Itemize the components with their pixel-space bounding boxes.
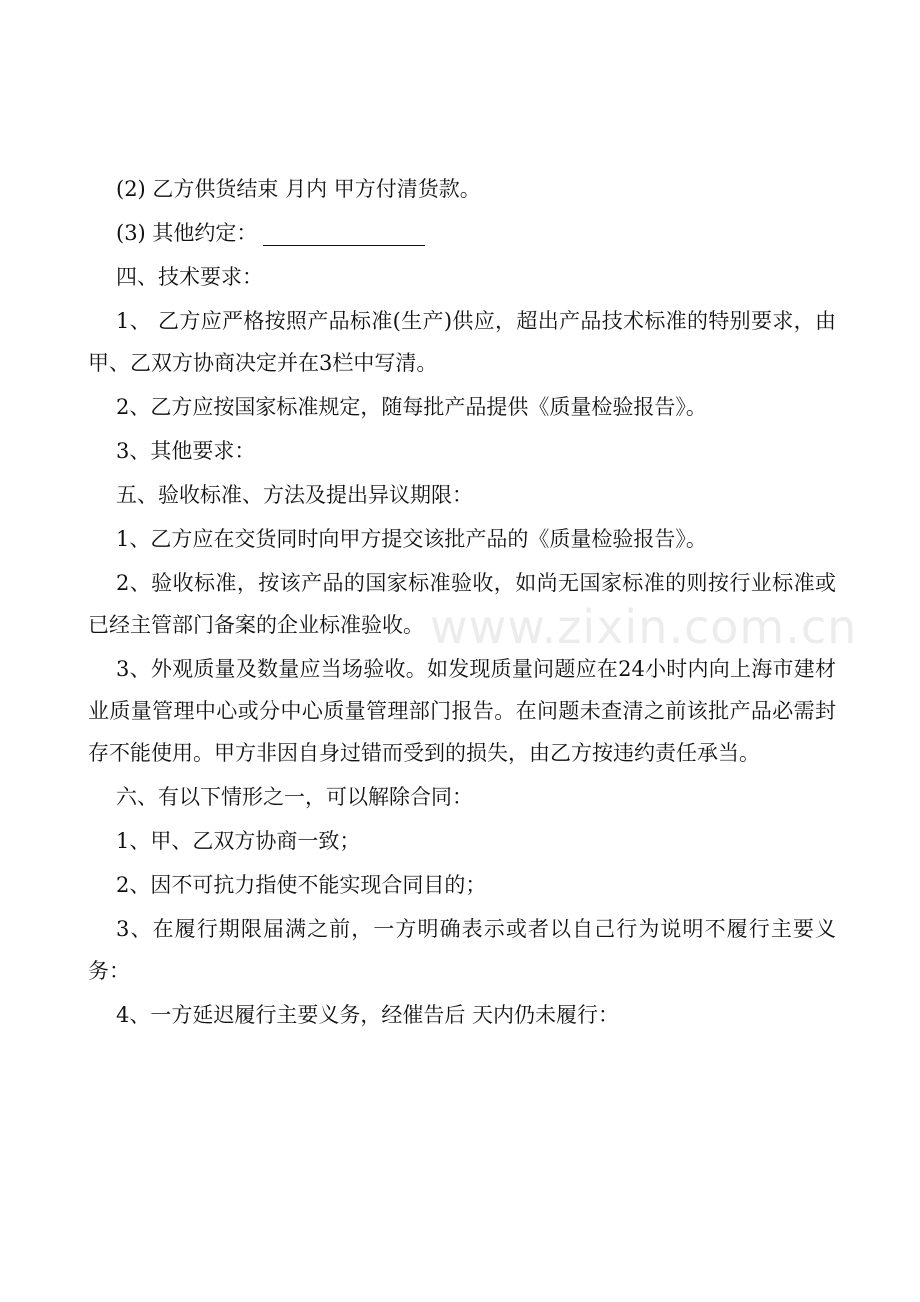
other-agreement-label: (3) 其他约定： [116, 221, 258, 245]
watermark: www.zixin.com.cn [430, 600, 858, 654]
paragraph-acceptance-2: 2、验收标准，按该产品的国家标准验收，如尚无国家标准的则按行业标准或已经主管部门备案的企业标准验收。 [88, 571, 836, 637]
paragraph-termination-4: 4、一方延迟履行主要义务，经催告后 天内仍未履行： [116, 1003, 620, 1027]
paragraph-termination-2: 2、因不可抗力指使不能实现合同目的； [116, 873, 487, 897]
section-heading-acceptance: 五、验收标准、方法及提出异议期限： [116, 483, 473, 507]
paragraph-acceptance-1: 1、乙方应在交货同时向甲方提交该批产品的《质量检验报告》。 [116, 527, 707, 551]
paragraph-other-agreement [88, 212, 836, 254]
section-heading-termination: 六、有以下情形之一，可以解除合同： [116, 785, 473, 809]
section-heading-technical-requirements: 四、技术要求： [116, 265, 263, 289]
blank-underline [263, 221, 425, 246]
paragraph-payment-term: (2) 乙方供货结束 月内 甲方付清货款。 [116, 177, 481, 201]
document-body [88, 168, 836, 1036]
paragraph-tech-req-2: 2、乙方应按国家标准规定，随每批产品提供《质量检验报告》。 [116, 395, 707, 419]
paragraph-tech-req-3: 3、其他要求： [116, 439, 256, 463]
paragraph-termination-1: 1、甲、乙双方协商一致； [116, 829, 361, 853]
paragraph-termination-3: 3、在履行期限届满之前，一方明确表示或者以自己行为说明不履行主要义务： [88, 917, 836, 983]
paragraph-acceptance-3: 3、外观质量及数量应当场验收。如发现质量问题应在24小时内向上海市建材业质量管理中心或分中心质量管理部门报告。在问题未查清之前该批产品必需封存不能使用。甲方非因自身过错而受到的损失，由乙方按违约责任承当。 [88, 657, 836, 765]
paragraph-tech-req-1: 1、 乙方应严格按照产品标准(生产)供应，超出产品技术标准的特别要求，由甲、乙双方协商决定并在3栏中写清。 [88, 309, 836, 375]
